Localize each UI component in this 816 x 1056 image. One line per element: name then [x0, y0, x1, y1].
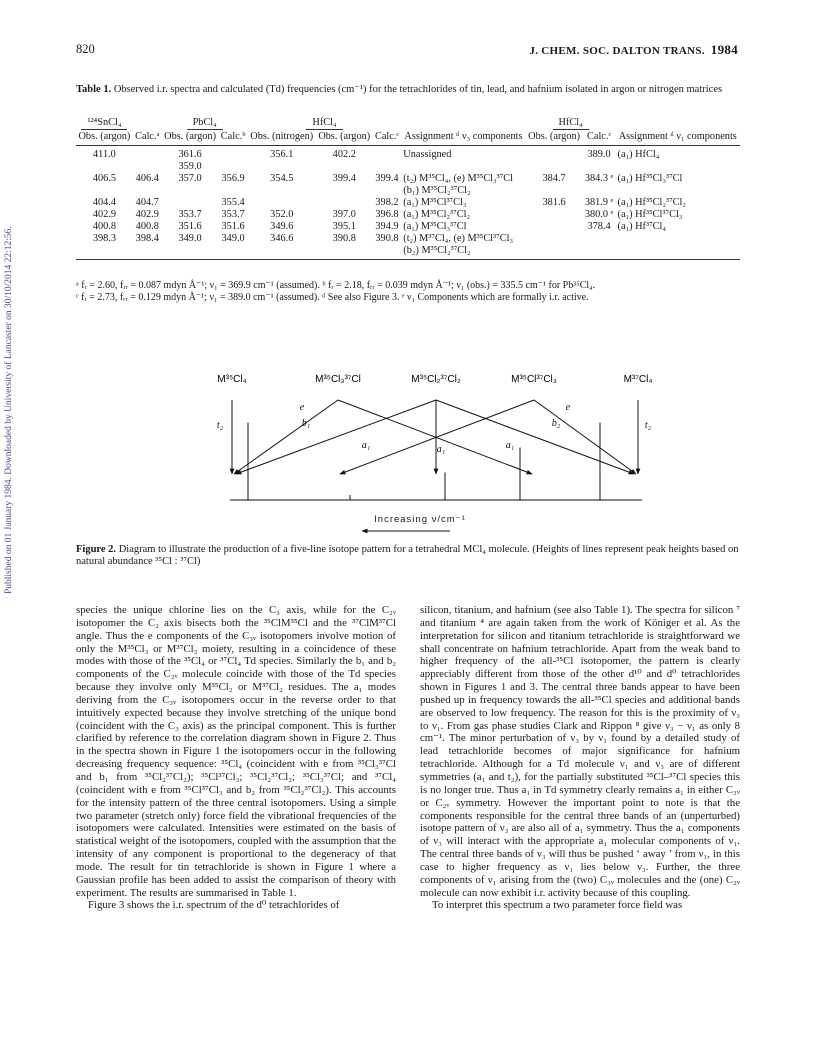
table-cell: 349.6 — [270, 221, 294, 232]
footnote: ᶜ fᵣ = 2.73, fᵣᵣ = 0.129 mdyn Å⁻¹; ν₁ = 389.0 cm⁻¹ (assumed). ᵈ See also Figure 3. ᵉ ν₁ Components which are formally i.r. active. — [76, 292, 589, 303]
table-cell: 346.6 — [248, 233, 316, 260]
table-cell: 352.0 — [270, 209, 294, 220]
mode-label: t₂ — [216, 420, 224, 431]
table-cell: 390.8 — [316, 233, 373, 260]
table-cell: (t₂) M³⁵Cl₄, (e) M³⁵Cl₃³⁷Cl (b₁) M³⁵Cl₂³⁷Cl₂ — [403, 173, 514, 196]
correlation-arrow — [236, 400, 436, 474]
table-cell: (a₁) Hf³⁵Cl₂³⁷Cl₂ — [617, 197, 686, 208]
group-header: HfCl₄ — [526, 117, 616, 131]
correlation-arrow — [234, 400, 338, 474]
column-header: Calc.ᵇ — [219, 131, 248, 146]
table-cell — [616, 233, 740, 260]
species-label: M³⁵Cl³⁷Cl₃ — [511, 374, 557, 385]
table-cell: 378.4 — [587, 221, 611, 232]
paragraph: species the unique chlorine lies on the C₃ axis, while for the C₂ᵥ isotopomer the C₂ axis bisects both the ³⁵ClM³⁵Cl and the ³⁷ClM³⁷Cl angle. Thus the e components of the C₃ᵥ isotopomers involve motion of only the M³⁵Cl₃ or M³⁷Cl₃ moiety, resulting in a coincidence of these modes with those of the ³⁵Cl₄ or ³⁷Cl₄ Td species. Similarly the b₁ and b₂ components of the C₂ᵥ molecule coincide with those of the Td species because they involve only M³⁵Cl₂ or M³⁷Cl₂ residues. The a₁ modes deriving from the C₃ᵥ isotopomers occur in the reverse order to that intuitively expected because they involve stretching of the unique bond (coincident with the C₃ axis) as the principal component. This is further clarified by reference to the correlation diagram shown in Figure 2. Thus in the spectra shown in Figure 1 the isotopomers occur in the following decreasing frequency sequence: ³⁵Cl₄ (coincident with e from ³⁵Cl₃³⁷Cl and b₁ from ³⁵Cl₂³⁷Cl₂); ³⁵Cl³⁷Cl₃; ³⁵Cl₂³⁷Cl₂; ³⁵Cl₃³⁷Cl; and ³⁷Cl₄ (coincident with e from ³⁵Cl³⁷Cl₃ and b₂ from ³⁵Cl₂³⁷Cl₂). This accounts for the intensity pattern of the three central isotopomers. Using a simple two parameter (stretch only) force field the vibrational frequencies of the isotopomers were calculated. Intensities were estimated on the basis of statistical weight of the isotopomers, coupled with the assumption that the intensity of any component is proportional to the degeneracy of that mode. The result for tin tetrachloride is shown in Figure 1 where a Gaussian profile has been added to assist the comparison of theory with experiment. The results are summarised in Table 1. — [76, 604, 396, 899]
table-cell: 380.0 ᵉ — [584, 209, 614, 220]
mode-label: a₁ — [436, 444, 446, 455]
column-header: Assignment ᵈ ν₃ components — [401, 131, 525, 146]
table-cell: (a₁) HfCl₄ — [617, 149, 660, 160]
table-cell: 351.6 — [221, 221, 245, 232]
table-cell: 400.8 — [92, 221, 117, 232]
correlation-arrow — [436, 400, 634, 474]
table-cell: (a₁) M³⁵Cl₃³⁷Cl — [403, 221, 467, 232]
column-header: Obs. (argon) — [526, 131, 583, 146]
table-cell: 398.4 — [133, 233, 162, 260]
table-cell: 395.1 — [332, 221, 356, 232]
table-cell: (a₁) M³⁵Cl³⁷Cl₃ — [403, 197, 467, 208]
table-cell: 399.4 — [332, 173, 356, 184]
table-cell: 353.7 — [178, 209, 202, 220]
figure-label: Figure 2. — [76, 544, 117, 555]
mode-label: b₁ — [301, 418, 311, 429]
table-cell: (a₁) Hf³⁵Cl³⁷Cl₃ — [617, 209, 683, 220]
table-label: Table 1. — [76, 84, 112, 95]
figure-2 — [190, 368, 660, 543]
table-cell: 361.6 359.0 — [178, 149, 202, 172]
table-cell: 349.0 — [219, 233, 248, 260]
body-right-column — [420, 604, 740, 912]
group-header: PbCl₄ — [162, 117, 248, 131]
table-cell — [583, 233, 616, 260]
column-header: Obs. (nitrogen) — [248, 131, 316, 146]
mode-label: a₁ — [505, 440, 515, 451]
table-row — [76, 197, 740, 209]
table-cell: 399.4 — [375, 173, 399, 184]
table-cell — [162, 197, 219, 209]
body-left-column — [76, 604, 396, 912]
table-cell: 398.2 — [375, 197, 399, 208]
species-label: M³⁷Cl₄ — [623, 374, 653, 385]
correlation-arrow — [534, 400, 636, 474]
species-label: M³⁵Cl₃³⁷Cl — [315, 374, 361, 385]
table-cell: 404.4 — [92, 197, 117, 208]
journal-year: 1984 — [710, 42, 738, 57]
table-cell — [526, 233, 583, 260]
table-cell: 349.0 — [162, 233, 219, 260]
group-header: ¹²⁴SnCl₄ — [76, 117, 133, 131]
table-row — [76, 173, 740, 197]
table-cell: 356.9 — [221, 173, 245, 184]
column-header: Calc.ᶜ — [373, 131, 402, 146]
correlation-diagram — [190, 368, 660, 538]
paragraph: To interpret this spectrum a two parameter force field was — [432, 899, 683, 912]
table-cell: 355.4 — [221, 197, 245, 208]
table-footnotes — [76, 280, 746, 304]
table-cell: 397.0 — [332, 209, 356, 220]
paragraph: Figure 3 shows the i.r. spectrum of the d⁰ tetrachlorides of — [88, 899, 340, 912]
table-cell: 396.8 — [375, 209, 399, 220]
column-header: Obs. (argon) — [162, 131, 219, 146]
table-cell: 384.3 ᵉ — [584, 173, 614, 184]
table-cell: (t₂) M³⁷Cl₄, (e) M³⁵Cl³⁷Cl₃ (b₂) M³⁵Cl₂³⁷Cl₂ — [401, 233, 525, 260]
page-number: 820 — [76, 42, 95, 56]
column-header: Calc.ᶜ — [583, 131, 616, 146]
table-cell: 398.3 — [76, 233, 133, 260]
species-label: M³⁵Cl₄ — [217, 374, 247, 385]
table-cell: 411.0 — [93, 149, 116, 160]
table-cell: 404.7 — [135, 197, 159, 208]
table-cell: Unassigned — [403, 149, 452, 160]
download-notice: Published on 01 January 1984. Downloaded by University of Lancaster on 30/10/2014 22:12:56. — [4, 226, 14, 594]
mode-label: b₂ — [551, 418, 561, 429]
table-row — [76, 233, 740, 260]
species-label: M³⁵Cl₂³⁷Cl₂ — [411, 374, 461, 385]
group-header: HfCl₄ — [248, 117, 402, 131]
column-header: Assignment ᵈ ν₁ components — [616, 131, 740, 146]
table-cell: 402.9 — [92, 209, 117, 220]
correlation-arrow — [338, 400, 532, 474]
mode-label: a₁ — [361, 440, 371, 451]
table-cell: 357.0 — [178, 173, 202, 184]
table-cell: 384.7 — [542, 173, 566, 184]
journal-header — [529, 42, 738, 58]
footnote: ᵃ fᵣ = 2.60, fᵣᵣ = 0.087 mdyn Å⁻¹; ν₁ = 369.9 cm⁻¹ (assumed). ᵇ fᵣ = 2.18, fᵣᵣ = 0.039 mdyn Å⁻¹; ν₁ (obs.) = 335.5 cm⁻¹ for Pb³⁵Cl₄. — [76, 280, 596, 291]
table-cell: 351.6 — [178, 221, 202, 232]
table-cell: (a₁) M³⁵Cl₂³⁷Cl₂ — [403, 209, 471, 220]
isotope-table — [76, 117, 740, 260]
table-cell: 381.6 — [542, 197, 566, 208]
table-cell — [248, 197, 316, 209]
table-cell — [526, 209, 583, 221]
column-header: Obs. (argon) — [76, 131, 133, 146]
table-cell — [373, 146, 402, 174]
table-cell — [526, 146, 583, 174]
axis-label: Increasing ν/cm⁻¹ — [374, 514, 466, 525]
mode-label: e — [299, 402, 305, 413]
column-header: Obs. (argon) — [316, 131, 373, 146]
table-cell: 394.9 — [375, 221, 399, 232]
table-cell: 353.7 — [221, 209, 245, 220]
table-caption — [76, 84, 740, 96]
table-cell: 402.9 — [135, 209, 159, 220]
column-header: Calc.ᵃ — [133, 131, 162, 146]
table-row — [76, 209, 740, 221]
table-cell — [316, 197, 373, 209]
table-cell: 389.0 — [587, 149, 611, 160]
table-cell: 354.5 — [270, 173, 294, 184]
table-caption-text: Observed i.r. spectra and calculated (Td) frequencies (cm⁻¹) for the tetrachlorides of tin, lead, and hafnium isolated in argon or nitrogen matrices — [113, 84, 723, 95]
table-cell: (a₁) Hf³⁷Cl₄ — [617, 221, 666, 232]
paragraph: silicon, titanium, and hafnium (see also Table 1). The spectra for silicon ⁷ and titanium ⁴ are again taken from the work of Königer et al. As the interpretation for silicon and titanium tetrachloride is straightforward we shall concentrate on hafnium tetrachloride. Apart from the weak band to higher frequency of the all-³⁵Cl isotopomer, the pattern is clearly appreciably different from those of the other d¹⁰ and d⁰ tetrachlorides shown in Figures 1 and 3. The central three bands appear to have been pushed up in frequency towards the all-³⁵Cl species and additional bands are observed to low frequency. The reason for this is the proximity of ν₃ to ν₁. From gas phase studies Clark and Rippon ⁸ give ν₃ − ν₁ as only 8 cm⁻¹. The minor perturbation of ν₃ by ν₁ found by a detailed study of lead tetrachloride becomes of major significance for hafnium tetrachloride. Although for a Td molecule ν₁ and ν₃ are of different symmetries (a₁ and t₂), for the partially substituted ³⁵Cl–³⁷Cl species this is no longer true. Thus a₁ in Td symmetry clearly remains a₁ in either C₃ᵥ or C₂ᵥ symmetry. However the important point to note is that the components responsible for the central three bands of an (unperturbed) isotope pattern of ν₃ are also all of a₁ symmetry. Thus the a₁ components of ν₃ will interact with the appropriate a₁ molecular components of ν₁. The central three bands of ν₃ will thus be pushed ‘ away ’ from ν₁, in this case to higher frequency as ν₁ lies below ν₃. Further, the three components of ν₁ arising from the (two) C₃ᵥ molecules and the (one) C₂ᵥ molecule can now exhibit i.r. activity because of this coupling. — [420, 604, 740, 899]
mode-label: e — [565, 402, 571, 413]
table-cell: 390.8 — [373, 233, 402, 260]
figure-caption-text: Diagram to illustrate the production of a five-line isotope pattern for a tetrahedral MCl₄ molecule. (Heights of lines represent peak heights based on natural abundance ³⁵Cl : ³⁷Cl) — [76, 544, 739, 567]
table-cell: 381.9 ᵉ — [584, 197, 614, 208]
table-cell: (a₁) Hf³⁵Cl₃³⁷Cl — [617, 173, 683, 184]
correlation-arrow — [340, 400, 534, 474]
table-cell — [219, 146, 248, 174]
figure-caption — [76, 544, 740, 568]
table-row — [76, 146, 740, 174]
table-cell — [133, 146, 162, 174]
table-cell: 406.4 — [135, 173, 159, 184]
table-cell: 406.5 — [92, 173, 117, 184]
mode-label: t₂ — [644, 420, 652, 431]
table-cell: 356.1 — [270, 149, 294, 160]
table-cell: 402.2 — [332, 149, 356, 160]
table-row — [76, 221, 740, 233]
table-cell — [526, 221, 583, 233]
table-cell: 400.8 — [135, 221, 159, 232]
journal-name: J. CHEM. SOC. DALTON TRANS. — [529, 45, 705, 57]
